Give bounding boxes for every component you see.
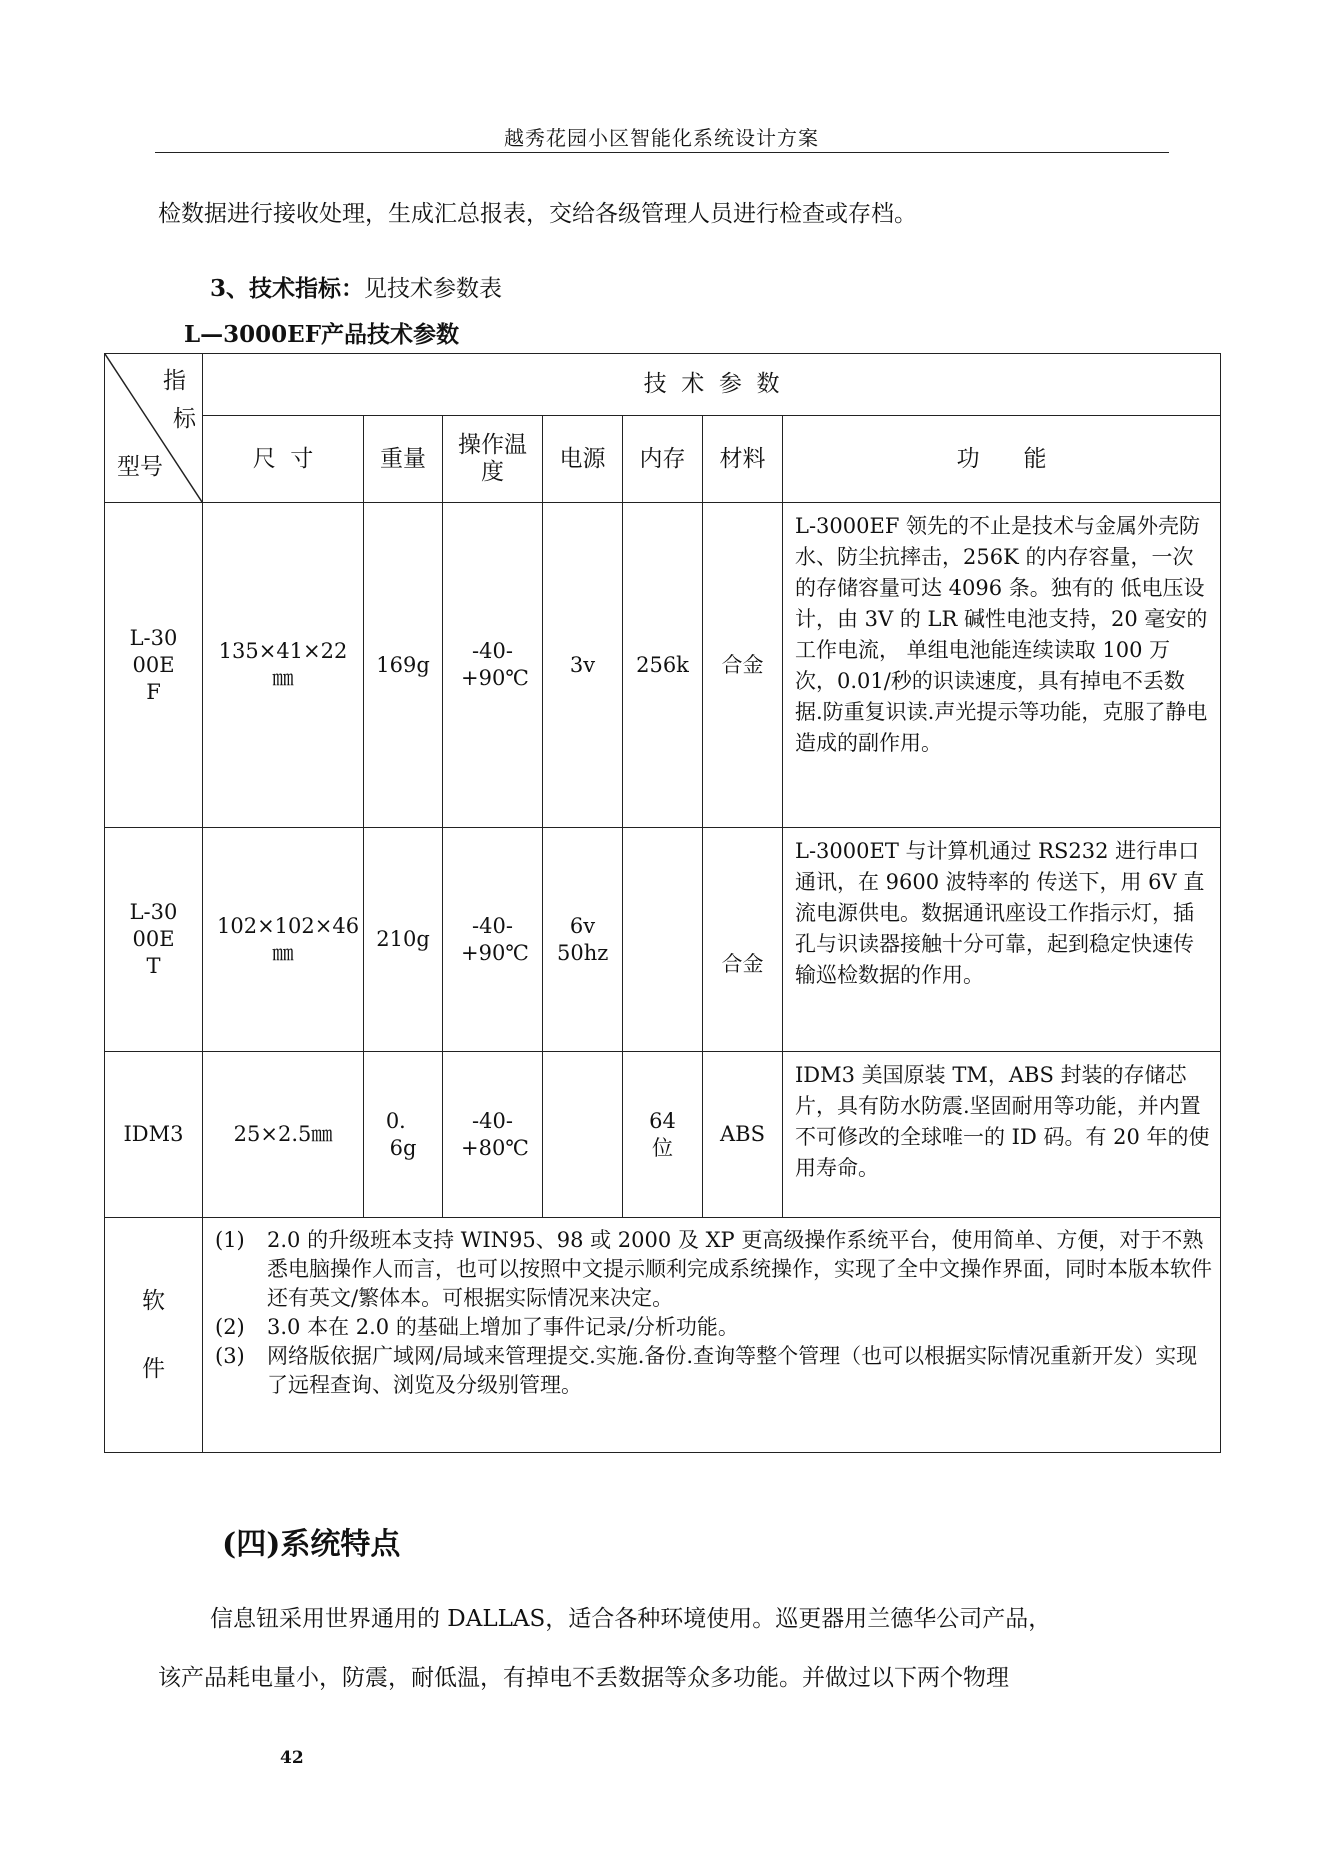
row-size: 25×2.5㎜ — [203, 1052, 364, 1218]
col-size: 尺 寸 — [203, 416, 364, 503]
row-model: L-3000ET — [105, 828, 203, 1052]
row-temp: -40-+90℃ — [443, 503, 543, 828]
software-item-text: 网络版依据广域网/局域来管理提交.实施.备份.查询等整个管理（也可以根据实际情况重新开发）实现了远程查询、浏览及分级别管理。 — [267, 1344, 1198, 1397]
corner-bottom: 型号 — [117, 454, 163, 480]
row-power — [543, 1052, 623, 1218]
col-power: 电源 — [543, 416, 623, 503]
row-model: IDM3 — [105, 1052, 203, 1218]
page-number: 42 — [280, 1748, 304, 1768]
feature-paragraph-line-1: 信息钮采用世界通用的 DALLAS，适合各种环境使用。巡更器用兰德华公司产品， — [210, 1606, 1052, 1632]
software-item — [215, 1313, 1212, 1342]
header-title: 越秀花园小区智能化系统设计方案 — [504, 126, 819, 150]
table-row — [105, 503, 1221, 828]
col-temp: 操作温度 — [443, 416, 543, 503]
corner-cell — [105, 354, 203, 503]
spec-table — [104, 353, 1221, 1453]
row-function: IDM3 美国原装 TM，ABS 封装的存储芯片，具有防水防震.坚固耐用等功能，并内置不可修改的全球唯一的 ID 码。有 20 年的使用寿命。 — [783, 1052, 1221, 1218]
col-function: 功 能 — [783, 416, 1221, 503]
row-model: L-3000EF — [105, 503, 203, 828]
software-label-2: 件 — [142, 1356, 165, 1382]
row-size: 102×102×46㎜ — [203, 828, 364, 1052]
software-label-1: 软 — [142, 1288, 165, 1314]
row-weight: 210g — [364, 828, 443, 1052]
row-power: 3v — [543, 503, 623, 828]
software-item — [215, 1342, 1212, 1400]
software-content — [203, 1218, 1221, 1453]
row-temp: -40-+90℃ — [443, 828, 543, 1052]
software-item-num: (1) — [215, 1228, 245, 1252]
table-row — [105, 828, 1221, 1052]
col-memory: 内存 — [623, 416, 703, 503]
corner-middle: 标 — [173, 406, 196, 432]
software-item-text: 2.0 的升级班本支持 WIN95、98 或 2000 及 XP 更高级操作系统平台，使用简单、方便，对于不熟悉电脑操作人而言，也可以按照中文提示顺利完成系统操作，实现了全中文操作界面，同时本版本软件还有英文/繁体本。可根据实际情况来决定。 — [267, 1228, 1212, 1310]
row-function: L-3000EF 领先的不止是技术与金属外壳防水、防尘抗摔击，256K 的内存容量，一次的存储容量可达 4096 条。独有的 低电压设计，由 3V 的 LR 碱性电池支持，20 毫安的工作电流， 单组电池能连续读取 100 万次，0.01/秒的识读速度，具有掉电不丢数据.防重复识读.声光提示等功能，克服了静电造成的副作用。 — [783, 503, 1221, 828]
software-item-num: (2) — [215, 1315, 245, 1339]
row-temp: -40-+80℃ — [443, 1052, 543, 1218]
software-row — [105, 1218, 1221, 1453]
table-row — [105, 1052, 1221, 1218]
corner-top: 指 — [163, 368, 186, 394]
tech-heading — [210, 273, 502, 305]
table-title: L—3000EF产品技术参数 — [184, 321, 460, 348]
section-title: (四)系统特点 — [222, 1527, 401, 1562]
row-memory: 64位 — [623, 1052, 703, 1218]
header-rule — [155, 152, 1169, 153]
tech-heading-text: 见技术参数表 — [364, 276, 503, 302]
col-weight: 重量 — [364, 416, 443, 503]
row-weight: 0．6g — [364, 1052, 443, 1218]
row-function: L-3000ET 与计算机通过 RS232 进行串口通讯，在 9600 波特率的 传送下，用 6V 直流电源供电。数据通讯座设工作指示灯，插孔与识读器接触十分可靠，起到稳定快速传输巡检数据的作用。 — [783, 828, 1221, 1052]
tech-heading-label: 3、技术指标： — [210, 275, 365, 302]
row-power: 6v 50hz — [543, 828, 623, 1052]
col-material: 材料 — [703, 416, 783, 503]
software-item-num: (3) — [215, 1344, 245, 1368]
row-size: 135×41×22㎜ — [203, 503, 364, 828]
software-item-text: 3.0 本在 2.0 的基础上增加了事件记录/分析功能。 — [267, 1315, 739, 1339]
row-material: 合金 — [703, 503, 783, 828]
software-item — [215, 1226, 1212, 1313]
intro-line: 检数据进行接收处理，生成汇总报表，交给各级管理人员进行检查或存档。 — [158, 201, 917, 227]
row-memory — [623, 828, 703, 1052]
row-material: ABS — [703, 1052, 783, 1218]
row-material: 合金 — [703, 828, 783, 1052]
feature-paragraph-line-2: 该产品耗电量小，防震，耐低温，有掉电不丢数据等众多功能。并做过以下两个物理 — [158, 1665, 1009, 1691]
row-weight: 169g — [364, 503, 443, 828]
software-label — [105, 1218, 203, 1453]
row-memory: 256k — [623, 503, 703, 828]
group-header: 技 术 参 数 — [203, 354, 1221, 416]
